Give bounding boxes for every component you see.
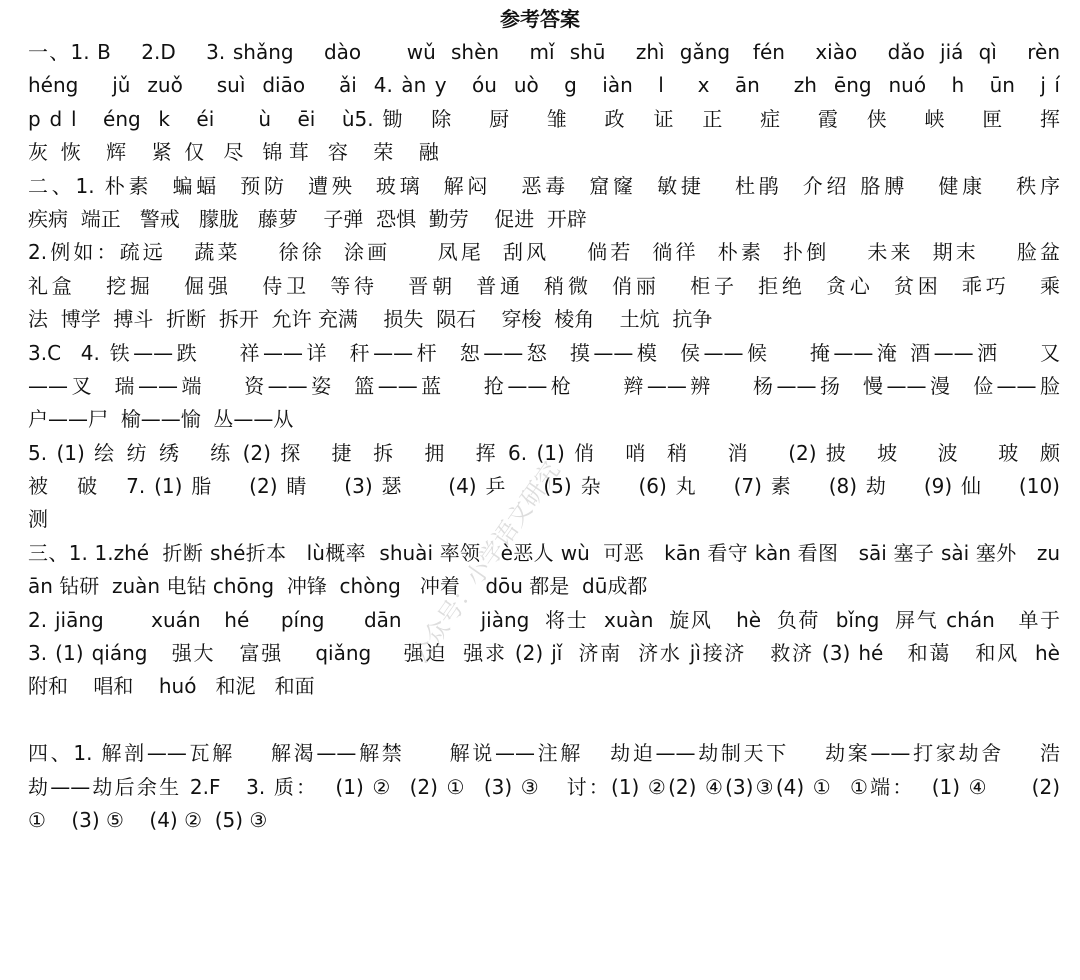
answer-line: 3.C 4. 铁——跌 祥——详 秆——杆 恕——怒 摸——模 侯——候 掩——淹 酒——洒 又 [28,340,1060,365]
answer-line: 三、1. 1.zhé 折断 shé折本 lù概率 shuài 率领 è恶人 wù 可恶 kān 看守 kàn 看图 sāi 塞子 sài 塞外 zu [28,540,1060,565]
answer-line: héng jǔ zuǒ suì diāo ǎi 4. àn y óu uò g iàn l x ān zh ēng nuó h ūn j í [28,73,1060,98]
answer-line: 灰 恢 辉 紧 仅 尽 锦 茸 容 荣 融 [28,140,439,165]
answer-line: 疾病 端正 警戒 朦胧 藤萝 子弹 恐惧 勤劳 促进 开辟 [28,206,587,231]
answer-line: ① (3) ⑤ (4) ② (5) ③ [28,807,268,832]
answer-line: 一、1. B 2.D 3. shǎng dào wǔ shèn mǐ shū zhì gǎng fén xiào dǎo jiá qì rèn [28,40,1060,64]
answer-line: 被 破 7. (1) 脂 (2) 睛 (3) 瑟 (4) 乒 (5) 杂 (6) 丸 (7) 素 (8) 劫 (9) 仙 (10) [28,474,1060,499]
watermark-text: 公众号：小学语文研究 [404,456,566,670]
page-title: 参考答案 [500,7,580,31]
answer-line: 3. (1) qiáng 强大 富强 qiǎng 强迫 强求 (2) jǐ 济南 济水 jì接济 救济 (3) hé 和蔼 和风 hè [28,641,1060,666]
answer-line: ān 钻研 zuàn 电钻 chōng 冲锋 chòng 冲着 dōu 都是 dū成都 [28,574,648,599]
answer-line: 二、1. 朴素 蝙蝠 预防 遭殃 玻璃 解闷 恶毒 窟窿 敏捷 杜鹃 介绍 胳膊 健康 秩序 [28,173,1060,198]
answer-line: 户——尸 榆——愉 丛——从 [28,407,294,432]
answer-line: 法 博学 搏斗 折断 拆开 允许 充满 损失 陨石 穿梭 棱角 土炕 抗争 [28,307,713,332]
answer-content [28,36,1060,837]
answer-line: 2. jiāng xuán hé píng dān jiàng 将士 xuàn 旋风 hè 负荷 bǐng 屏气 chán 单于 [28,607,1060,632]
answer-line: p d l éng k éi ù ēi ù5. 锄 除 厨 雏 政 证 正 症 霞 侠 峡 匣 挥 [28,106,1060,131]
answer-line: 劫——劫后余生 2.F 3. 质： (1) ② (2) ① (3) ③ 讨：(1) ②(2) ④(3)③(4) ① ①端： (1) ④ (2) [28,774,1060,799]
answer-line: 2.例如：疏远 蔬菜 徐徐 涂画 凤尾 刮风 倘若 徜徉 朴素 扑倒 未来 期末 脸盆 [28,240,1060,265]
blank-line [28,704,1060,737]
answer-line: 附和 唱和 huó 和泥 和面 [28,674,315,699]
answer-line: 礼盒 挖掘 倔强 侍卫 等待 晋朝 普通 稍微 俏丽 柜子 拒绝 贪心 贫困 乖巧 乘 [28,273,1060,298]
answer-line: 5. (1) 绘 纺 绣 练 (2) 探 捷 拆 拥 挥 6. (1) 俏 哨 稍 消 (2) 披 坡 波 玻 颇 [28,440,1060,465]
answer-line: 测 [28,507,48,532]
answer-line: ——叉 瑞——端 资——姿 篮——蓝 抢——枪 辫——辨 杨——扬 慢——漫 俭——脸 [28,373,1060,398]
answer-line: 四、1. 解剖——瓦解 解渴——解禁 解说——注解 劫迫——劫制天下 劫案——打家劫舍 浩 [28,741,1060,766]
